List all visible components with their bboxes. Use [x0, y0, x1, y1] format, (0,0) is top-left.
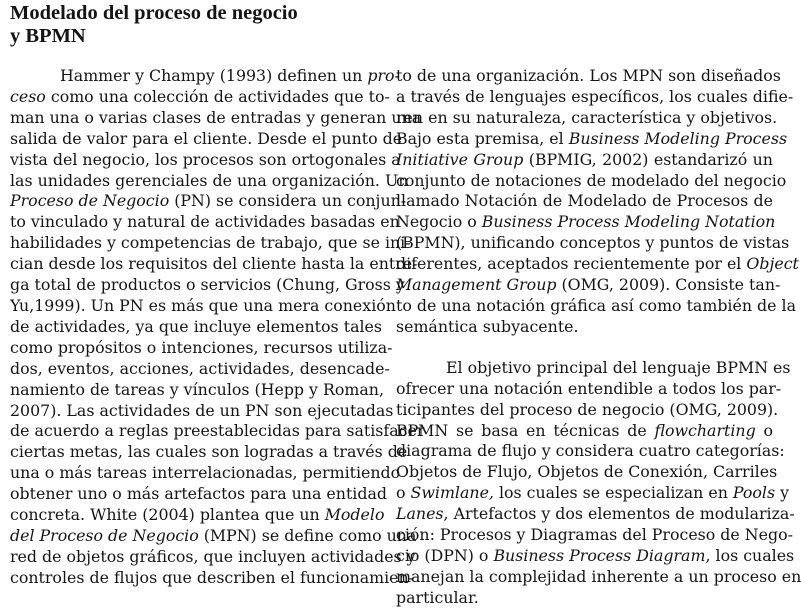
text-line: o Swimlane, los cuales se especializan en Pools y: [396, 483, 790, 503]
text-line: de acuerdo a reglas preestablecidas para satisfacer: [10, 421, 425, 441]
text-line: manejan la complejidad inherente a un proceso en: [396, 566, 801, 586]
text-line: to vinculado y natural de actividades basadas en: [10, 212, 400, 232]
text-line: semántica subyacente.: [396, 316, 579, 336]
text-line: conjunto de notaciones de modelado del negocio: [396, 170, 787, 190]
text-line: Hammer y Champy (1993) definen un pro-: [60, 66, 400, 85]
text-line: vista del negocio, los procesos son ortogonales a: [10, 149, 401, 169]
text-line: Initiative Group (BPMIG, 2002) estandarizó un: [396, 149, 773, 169]
text-line: BPMN se basa en técnicas de flowcharting o: [396, 420, 773, 440]
text-line: cian desde los requisitos del cliente hasta la entre-: [10, 254, 418, 274]
text-line: las unidades gerenciales de una organización. Un: [10, 170, 409, 190]
text-line: to de una organización. Los MPN son diseñados: [396, 66, 781, 85]
right-column: [396, 66, 801, 609]
text-line: concreta. White (2004) plantea que un Modelo: [10, 505, 385, 525]
text-line: habilidades y competencias de trabajo, que se ini-: [10, 233, 411, 253]
text-line: controles de flujos que describen el funcionamien-: [10, 567, 415, 587]
text-line: ren en su naturaleza, característica y objetivos.: [396, 107, 778, 127]
text-line: de actividades, ya que incluye elementos tales: [10, 316, 382, 336]
text-line: Proceso de Negocio (PN) se considera un conjun-: [10, 191, 407, 211]
text-line: ga total de productos o servicios (Chung, Gross y: [10, 275, 405, 295]
text-line: del Proceso de Negocio (MPN) se define como una: [10, 525, 417, 545]
text-line: salida de valor para el cliente. Desde el punto de: [10, 128, 403, 148]
text-line: como propósitos o intenciones, recursos utiliza-: [10, 337, 393, 357]
text-line: obtener uno o más artefactos para una entidad: [10, 484, 387, 504]
text-line: to de una notación gráfica así como también de la: [396, 295, 796, 315]
text-line: a través de lenguajes específicos, los cuales difie-: [396, 86, 794, 106]
text-line: ticipantes del proceso de negocio (OMG, 2009).: [396, 399, 779, 419]
text-line: particular.: [396, 587, 479, 607]
text-line: llamado Notación de Modelado de Procesos de: [396, 191, 773, 211]
text-line: ción: Procesos y Diagramas del Proceso de Nego-: [396, 525, 793, 545]
text-line: ofrecer una notación entendible a todos los par-: [396, 378, 782, 398]
text-line: namiento de tareas y vínculos (Hepp y Roman,: [10, 379, 385, 399]
text-line: dos, eventos, acciones, actividades, desencade-: [10, 358, 390, 378]
text-line: diagrama de flujo y considera cuatro categorías:: [396, 441, 785, 461]
section-title: [10, 2, 298, 48]
text-line: Negocio o Business Process Modeling Notation: [396, 212, 776, 232]
title-line: y BPMN: [10, 25, 86, 47]
paragraph-notation: [396, 66, 799, 338]
text-line: cio (DPN) o Business Process Diagram, los cuales: [396, 545, 795, 565]
text-line: diferentes, aceptados recientemente por el Object: [396, 254, 799, 274]
text-line: Objetos de Flujo, Objetos de Conexión, Carriles: [396, 462, 778, 482]
text-line: red de objetos gráficos, que incluyen actividades y: [10, 546, 416, 566]
text-line: 2007). Las actividades de un PN son ejecutadas: [10, 400, 394, 420]
text-line: Yu,1999). Un PN es más que una mera conexión: [10, 295, 396, 315]
text-line: Bajo esta premisa, el Business Modeling Process: [396, 128, 788, 148]
paragraph-gap: [396, 338, 773, 358]
text-line: man una o varias clases de entradas y generan una: [10, 107, 422, 127]
text-line: El objetivo principal del lenguaje BPMN es: [446, 357, 791, 377]
text-line: (BPMN), unificando conceptos y puntos de vistas: [396, 233, 790, 253]
text-line: una o más tareas interrelacionadas, permitiendo: [10, 463, 401, 483]
paragraph-bpmn-objective: [396, 357, 801, 609]
text-line: Lanes, Artefactos y dos elementos de modulariza-: [396, 504, 795, 524]
left-column: [10, 66, 425, 589]
text-line: ceso como una colección de actividades que to-: [10, 86, 390, 106]
title-line: Modelado del proceso de negocio: [10, 2, 298, 24]
text-line: Management Group (OMG, 2009). Consiste tan-: [396, 275, 781, 295]
text-line: ciertas metas, las cuales son logradas a través de: [10, 442, 408, 462]
